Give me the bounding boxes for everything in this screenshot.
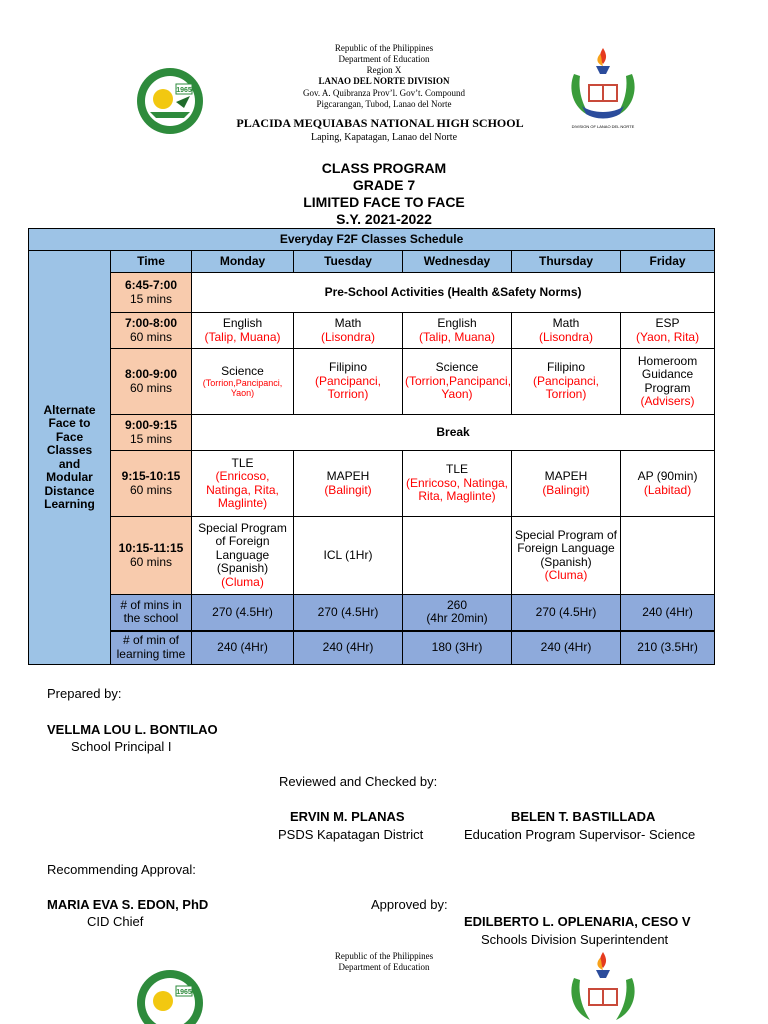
reviewed-label: Reviewed and Checked by: (279, 774, 438, 789)
subject: Special Program of Foreign Language (Spanish) (198, 520, 287, 576)
time-slot (111, 313, 192, 349)
mins-school-value (403, 595, 512, 631)
class-cell (512, 517, 621, 595)
eps-title: Education Program Supervisor- Science (464, 827, 696, 842)
subject: English (222, 316, 263, 330)
subject: Math (334, 316, 362, 330)
time-duration: 15 mins (129, 291, 173, 306)
class-cell (403, 349, 512, 415)
teacher: (Balingit) (542, 482, 590, 497)
seal-year: 1965 (176, 87, 192, 94)
mins-school-detail: (4hr 20min) (426, 611, 488, 626)
time-slot (111, 349, 192, 415)
teacher: (Enricoso, Natinga, Rita, Maglinte) (206, 469, 279, 510)
time-range: 8:00-9:00 (124, 367, 178, 381)
sds-title: Schools Division Superintendent (481, 932, 669, 947)
title-school-year: S.Y. 2021-2022 (336, 211, 432, 227)
principal-name: VELLMA LOU L. BONTILAO (47, 722, 218, 737)
mins-in-school-label: # of mins in the school (111, 595, 192, 631)
mins-learning-value: 180 (3Hr) (403, 631, 512, 665)
mins-school-value: 270 (4.5Hr) (512, 595, 621, 631)
mins-learning-value: 210 (3.5Hr) (621, 631, 715, 665)
teacher: (Torrion,Pancipanci, Yaon) (405, 373, 512, 402)
subject: Special Program of Foreign Language (Spanish) (514, 527, 618, 569)
time-duration: 60 mins (129, 554, 173, 569)
time-duration: 60 mins (129, 329, 173, 344)
teacher: (Balingit) (324, 482, 372, 497)
header-tuesday: Tuesday (294, 251, 403, 273)
subject: TLE (231, 455, 254, 470)
prepared-by-label: Prepared by: (47, 686, 122, 701)
time-range: 10:15-11:15 (118, 541, 184, 555)
subject: Filipino (328, 360, 367, 375)
side-label: Alternate Face to Face Classes and Modular Distance Learning (29, 251, 111, 665)
psds-name: ERVIN M. PLANAS (290, 809, 405, 824)
teacher: (Pancipanci, Torrion) (532, 373, 600, 402)
subject: Science (435, 360, 479, 375)
principal-title: School Principal I (71, 739, 172, 754)
subject: MAPEH (544, 469, 588, 483)
eps-name: BELEN T. BASTILLADA (511, 809, 656, 824)
mins-learning-value: 240 (4Hr) (192, 631, 294, 665)
teacher: (Labitad) (643, 482, 692, 497)
header-address2: Pigcarangan, Tubod, Lanao del Norte (316, 99, 452, 109)
class-cell (294, 451, 403, 517)
school-address: Laping, Kapatagan, Lanao del Norte (310, 132, 458, 143)
class-cell (192, 313, 294, 349)
teacher: (Cluma) (544, 568, 588, 582)
teacher: (Torrion,Pancipanci, Yaon) (202, 378, 283, 399)
header-address1: Gov. A. Quibranza Prov’l. Gov’t. Compound (303, 88, 465, 98)
subject: Science (221, 363, 264, 378)
psds-title: PSDS Kapatagan District (278, 827, 424, 842)
header-division: LANAO DEL NORTE DIVISION (318, 76, 450, 86)
subject: MAPEH (326, 469, 370, 483)
subject: TLE (445, 462, 468, 477)
time-slot (111, 273, 192, 313)
sds-name: EDILBERTO L. OPLENARIA, CESO V (464, 914, 691, 929)
time-range: 7:00-8:00 (124, 316, 178, 330)
header-republic: Republic of the Philippines (334, 43, 434, 53)
footer-school-seal-logo (126, 968, 214, 1024)
class-cell (294, 313, 403, 349)
mins-learning-value: 240 (4Hr) (512, 631, 621, 665)
class-cell (403, 313, 512, 349)
subject: ICL (1Hr) (323, 547, 373, 562)
subject: Filipino (546, 360, 585, 375)
mins-school-value: 270 (4.5Hr) (192, 595, 294, 631)
header-region: Region X (366, 65, 402, 75)
pre-school-activities: Pre-School Activities (Health &Safety Norms) (192, 273, 715, 313)
subject: AP (90min) (637, 469, 698, 483)
class-cell (192, 349, 294, 415)
time-range: 9:15-10:15 (121, 469, 181, 483)
cid-title: CID Chief (87, 914, 144, 929)
subject: Homeroom Guidance Program (637, 353, 698, 395)
teacher: (Lisondra) (538, 329, 594, 344)
header-time: Time (111, 251, 192, 273)
class-cell (294, 349, 403, 415)
empty-cell (403, 517, 512, 595)
mins-learning-value: 240 (4Hr) (294, 631, 403, 665)
teacher: (Cluma) (221, 574, 264, 589)
time-duration: 15 mins (129, 431, 173, 446)
class-cell (294, 517, 403, 595)
class-cell (621, 451, 715, 517)
time-duration: 60 mins (129, 482, 173, 497)
time-slot (111, 451, 192, 517)
class-cell (512, 349, 621, 415)
header-monday: Monday (192, 251, 294, 273)
school-name: PLACIDA MEQUIABAS NATIONAL HIGH SCHOOL (236, 116, 524, 130)
header-thursday: Thursday (512, 251, 621, 273)
class-cell (512, 451, 621, 517)
class-cell (621, 313, 715, 349)
cid-name: MARIA EVA S. EDON, PhD (47, 897, 209, 912)
title-grade: GRADE 7 (352, 177, 416, 193)
time-slot (111, 517, 192, 595)
teacher: (Talip, Muana) (204, 329, 281, 344)
footer-division-logo (562, 948, 644, 1024)
teacher: (Talip, Muana) (418, 329, 496, 344)
teacher: (Advisers) (640, 394, 695, 408)
approved-label: Approved by: (371, 897, 448, 912)
footer-seal-year: 1965 (176, 989, 192, 996)
teacher: (Pancipanci, Torrion) (314, 373, 382, 402)
empty-cell (621, 517, 715, 595)
class-cell (192, 517, 294, 595)
time-range: 9:00-9:15 (124, 418, 178, 432)
header-wednesday: Wednesday (403, 251, 512, 273)
footer-department: Department of Education (338, 962, 430, 972)
footer-republic: Republic of the Philippines (334, 951, 434, 961)
time-slot (111, 415, 192, 451)
class-schedule-table (28, 228, 715, 665)
subject: Math (552, 316, 580, 330)
mins-school-value: 270 (4.5Hr) (294, 595, 403, 631)
subject: English (437, 316, 477, 330)
teacher: (Lisondra) (320, 329, 376, 344)
class-cell (192, 451, 294, 517)
division-logo-caption: DIVISION OF LANAO DEL NORTE (571, 124, 635, 129)
recommending-label: Recommending Approval: (47, 862, 196, 877)
mins-school-value: 240 (4Hr) (621, 595, 715, 631)
mins-school-total: 260 (446, 597, 468, 612)
header-department: Department of Education (338, 54, 430, 64)
schedule-caption: Everyday F2F Classes Schedule (29, 229, 715, 251)
time-duration: 60 mins (129, 380, 173, 395)
title-class-program: CLASS PROGRAM (321, 160, 447, 176)
subject: ESP (655, 316, 680, 330)
teacher: (Yaon, Rita) (635, 329, 700, 344)
time-range: 6:45-7:00 (124, 278, 178, 292)
class-cell (621, 349, 715, 415)
break-cell: Break (192, 415, 715, 451)
mins-learning-label: # of min of learning time (111, 631, 192, 665)
header-friday: Friday (621, 251, 715, 273)
title-modality: LIMITED FACE TO FACE (303, 194, 465, 210)
teacher: (Enricoso, Natinga, Rita, Maglinte) (405, 475, 509, 504)
class-cell (403, 451, 512, 517)
class-cell (512, 313, 621, 349)
